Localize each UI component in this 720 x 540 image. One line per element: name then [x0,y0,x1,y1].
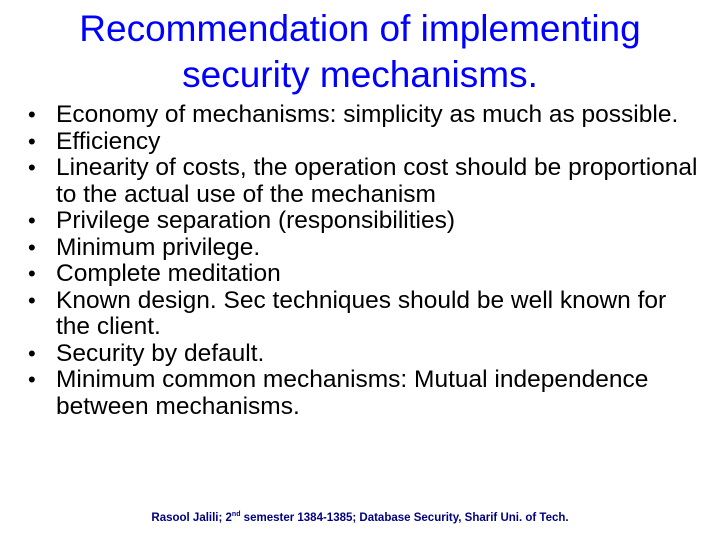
bullet-item [22,367,702,420]
footer-superscript: nd [231,511,241,519]
bullet-dot-icon: • [28,128,36,154]
footer-credit [0,512,720,524]
bullet-text: Complete meditation [56,260,281,287]
bullet-dot-icon: • [28,287,36,313]
bullet-text: Linearity of costs, the operation cost should be proportional to the actual use of the mechanism [56,154,698,208]
footer-text-after: semester 1384-1385; Database Security, Sharif Uni. of Tech. [240,512,569,524]
slide-title-line-1: Recommendation of implementing [79,8,641,49]
slide-title [30,6,690,98]
bullet-dot-icon: • [28,208,36,233]
bullet-text: Minimum common mechanisms: Mutual independence between mechanisms. [56,366,649,420]
bullet-item [22,155,702,208]
bullet-dot-icon: • [28,155,36,180]
bullet-text: Privilege separation (responsibilities) [56,207,455,234]
bullet-text: Economy of mechanisms: simplicity as much as possible. [56,101,679,128]
bullet-text: Security by default. [56,339,265,367]
slide-title-line-2: security mechanisms. [182,54,538,95]
bullet-dot-icon: • [28,102,36,127]
bullet-dot-icon: • [28,261,36,286]
bullet-dot-icon: • [28,234,36,260]
bullet-item [22,288,702,341]
bullet-text: Efficiency [56,127,161,155]
bullet-item [22,208,702,235]
bullet-dot-icon: • [28,340,36,366]
bullet-text: Known design. Sec techniques should be well known for the client. [56,286,667,340]
bullet-item [22,102,702,129]
bullet-dot-icon: • [28,367,36,392]
bullet-item [22,129,702,156]
bullet-list [22,102,702,420]
bullet-item [22,261,702,288]
bullet-item [22,235,702,262]
bullet-item [22,341,702,368]
bullet-text: Minimum privilege. [56,233,261,261]
footer-text-before: Rasool Jalili; 2 [151,512,232,524]
